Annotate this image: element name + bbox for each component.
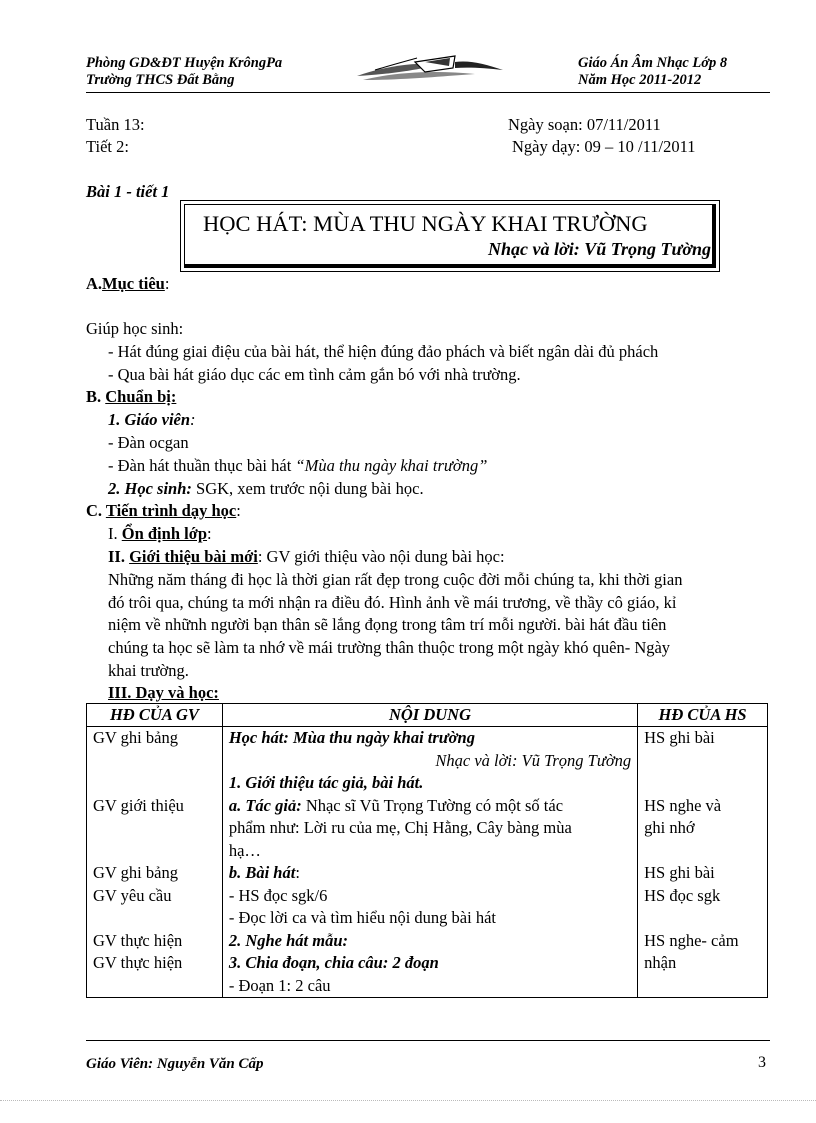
content-song-author: Nhạc và lời: Vũ Trọng Tường bbox=[435, 750, 632, 770]
prep-date: Ngày soạn: 07/11/2011 bbox=[508, 115, 661, 134]
teacher-prep-item-1: - Đàn ocgan bbox=[108, 433, 189, 452]
content-item: 2. Nghe hát mẫu: bbox=[228, 930, 349, 950]
teacher-prep-item-2 bbox=[108, 455, 487, 477]
intro-paragraph-line-3: niệm về nhữnh người bạn thân sẽ lắng đọng trong tâm trí mỗi người. bài hát đầu tiên bbox=[108, 615, 667, 634]
subject-title: Giáo Án Âm Nhạc Lớp 8 bbox=[578, 55, 728, 71]
content-item: phẩm như: Lời ru của mẹ, Chị Hằng, Cây bàng mùa bbox=[228, 818, 572, 837]
intro-paragraph-line-1: Những năm tháng đi học là thời gian rất đẹp trong cuộc đời mỗi chúng ta, khi thời gian bbox=[108, 570, 683, 589]
week-label: Tuần 13: bbox=[86, 115, 145, 134]
teacher-prep-item-2-text: - Đàn hát thuần thục bài hát bbox=[108, 456, 296, 475]
school-name: Trường THCS Đất Bằng bbox=[86, 72, 235, 88]
student-activity: HS ghi bài bbox=[644, 863, 715, 882]
intro-paragraph-line-5: khai trường. bbox=[108, 661, 189, 680]
content-item bbox=[229, 795, 631, 818]
student-prep-label: 2. Học sinh: bbox=[108, 479, 192, 498]
footer-divider bbox=[86, 1040, 770, 1041]
step-1-prefix: I. bbox=[108, 524, 122, 543]
content-cell bbox=[222, 727, 637, 998]
teacher-prep-song-quote: “Mùa thu ngày khai trường” bbox=[295, 456, 488, 475]
teacher-prep-label: 1. Giáo viên bbox=[108, 410, 191, 429]
content-item: - Đoạn 1: 2 câu bbox=[228, 975, 331, 995]
teacher-activity: GV giới thiệu bbox=[93, 795, 184, 815]
intro-paragraph-line-2: đó trôi qua, chúng ta mới nhận ra điều đó. Hình ảnh về mái trương, về thầy cô giáo, kỉ bbox=[108, 593, 677, 612]
step-1-label: Ổn định lớp bbox=[121, 524, 208, 543]
school-year: Năm Học 2011-2012 bbox=[578, 72, 702, 88]
student-activity: HS nghe- cảm bbox=[644, 930, 739, 950]
section-a-label: Mục tiêu bbox=[102, 274, 165, 293]
content-author-text: Nhạc sĩ Vũ Trọng Tường có một số tác bbox=[301, 795, 564, 815]
header-divider bbox=[86, 92, 770, 93]
step-2-label: Giới thiệu bài mới bbox=[129, 547, 258, 566]
lesson-label: Bài 1 - tiết 1 bbox=[86, 182, 170, 201]
department-name: Phòng GD&ĐT Huyện KrôngPa bbox=[86, 55, 283, 71]
content-song-label: b. Bài hát bbox=[228, 863, 296, 882]
section-b-prefix: B. bbox=[86, 387, 106, 406]
student-activity-cell bbox=[638, 727, 768, 998]
table-row bbox=[87, 727, 768, 998]
goals-intro: Giúp học sinh: bbox=[86, 319, 184, 338]
student-prep-text: SGK, xem trước nội dung bài học. bbox=[191, 479, 424, 498]
goal-item-1: - Hát đúng giai điệu của bài hát, thể hiện đúng đảo phách và biết ngân dài đủ phách bbox=[108, 342, 659, 361]
goal-item-2: - Qua bài hát giáo dục các em tình cảm gắn bó với nhà trường. bbox=[108, 365, 521, 384]
table-header-row bbox=[87, 704, 768, 727]
section-b-label: Chuẩn bị: bbox=[105, 387, 177, 406]
section-c-heading bbox=[86, 500, 241, 522]
section-a-prefix: A. bbox=[86, 274, 103, 293]
content-song-heading: Học hát: Mùa thu ngày khai trường bbox=[228, 728, 475, 747]
teacher-activity: GV yêu cầu bbox=[93, 885, 172, 905]
teacher-activity: GV ghi bảng bbox=[93, 863, 178, 882]
content-item: - HS đọc sgk/6 bbox=[228, 885, 328, 905]
step-1-colon: : bbox=[207, 524, 212, 543]
step-2-prefix: II. bbox=[108, 547, 130, 566]
student-activity: HS nghe và bbox=[644, 795, 722, 815]
teacher-prep-heading bbox=[108, 409, 196, 431]
song-title: HỌC HÁT: MÙA THU NGÀY KHAI TRƯỜNG bbox=[203, 211, 648, 236]
song-author: Nhạc và lời: Vũ Trọng Tường bbox=[488, 239, 711, 259]
content-song-colon: : bbox=[295, 863, 300, 882]
lesson-plan-table bbox=[86, 703, 768, 998]
teacher-prep-colon: : bbox=[190, 410, 196, 429]
content-item bbox=[229, 862, 631, 885]
ornament-logo-icon bbox=[355, 52, 505, 86]
content-item: - Đọc lời ca và tìm hiểu nội dung bài hát bbox=[228, 908, 496, 927]
teacher-activity: GV ghi bảng bbox=[93, 728, 178, 747]
period-label: Tiết 2: bbox=[86, 137, 129, 156]
step-2-text: : GV giới thiệu vào nội dung bài học: bbox=[257, 547, 505, 566]
section-c-colon: : bbox=[236, 501, 241, 520]
content-item: 3. Chia đoạn, chia câu: 2 đoạn bbox=[228, 953, 439, 972]
step-2-heading bbox=[108, 546, 505, 568]
content-item: 1. Giới thiệu tác giả, bài hát. bbox=[228, 773, 424, 792]
teacher-activity-cell bbox=[87, 727, 223, 998]
section-a-colon: : bbox=[164, 274, 170, 293]
section-b-heading bbox=[86, 386, 176, 408]
page-number: 3 bbox=[758, 1054, 766, 1071]
student-activity: ghi nhớ bbox=[644, 818, 695, 837]
student-prep bbox=[108, 478, 424, 500]
page-edge bbox=[0, 1100, 816, 1101]
intro-paragraph-line-4: chúng ta học sẽ làm ta nhớ về mái trường thân thuộc trong một ngày khó quên- Ngày bbox=[108, 638, 671, 657]
step-1-heading bbox=[108, 523, 212, 545]
section-c-label: Tiến trình dạy học bbox=[105, 501, 237, 520]
header-teacher-activity: HĐ CỦA GV bbox=[87, 704, 223, 727]
footer-teacher: Giáo Viên: Nguyễn Văn Cấp bbox=[86, 1056, 264, 1072]
student-activity: nhận bbox=[644, 953, 677, 972]
step-3-heading: III. Dạy và học: bbox=[108, 683, 219, 702]
content-author-label: a. Tác giả: bbox=[228, 795, 302, 815]
section-c-prefix: C. bbox=[86, 501, 106, 520]
teacher-activity: GV thực hiện bbox=[93, 953, 183, 972]
title-box bbox=[180, 200, 720, 272]
section-a-heading bbox=[86, 273, 169, 295]
header-right bbox=[578, 55, 727, 89]
header-left bbox=[86, 55, 282, 89]
student-activity: HS ghi bài bbox=[644, 728, 715, 747]
teacher-activity: GV thực hiện bbox=[93, 930, 183, 950]
student-activity: HS đọc sgk bbox=[644, 885, 721, 905]
header-content: NỘI DUNG bbox=[222, 704, 637, 727]
teach-date: Ngày dạy: 09 – 10 /11/2011 bbox=[512, 137, 696, 156]
header-student-activity: HĐ CỦA HS bbox=[638, 704, 768, 727]
content-item: hạ… bbox=[228, 840, 261, 860]
